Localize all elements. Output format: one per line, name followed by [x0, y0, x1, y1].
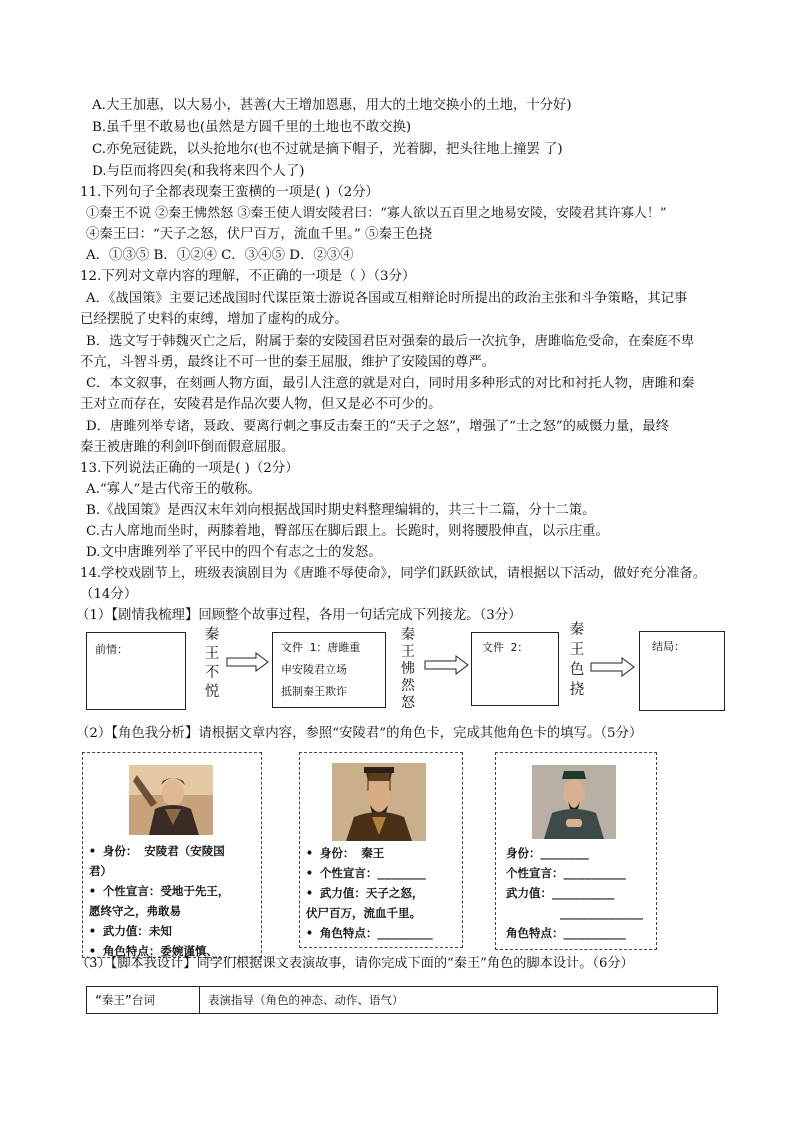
card3-force-cont: ____________	[560, 906, 644, 920]
card3-force: 武力值：_________	[506, 886, 615, 900]
card3-identity: 身份：_______	[506, 846, 589, 860]
flow-box-prelude-label: 前情：	[95, 643, 128, 656]
flow-box-part1-label: 文件 1：唐雎重 申安陵君立场 抵制秦王欺诈	[281, 641, 361, 698]
flow-label-3: 秦王色挠	[569, 622, 585, 698]
q14-part3: （3）【脚本我设计】同学们根据课文表演故事，请你完成下面的“秦王”角色的脚本设计。（6分）	[76, 956, 634, 971]
q14-stem: 14.学校戏剧节上，班级表演剧目为《唐雎不辱使命》，同学们跃跃欲试，请根据以下活动，做好充分准备。	[80, 566, 707, 581]
flow-box-part2-label: 文件 2：	[482, 641, 529, 654]
flow-box-ending	[639, 631, 725, 711]
q13-stem: 13.下列说法正确的一项是( )（2分）	[80, 461, 299, 476]
flow-label-1: 秦王不悦	[204, 627, 220, 700]
q12-c2: 王对立而存在，安陵君是作品次要人物，但又是必不可少的。	[80, 397, 442, 412]
arrow-icon	[226, 652, 270, 672]
option-10-d: D.与臣而将四矣(和我将来四个人了)	[92, 164, 305, 179]
q12-d1: D．唐雎列举专诸，聂政、要离行刺之事反击秦王的“天子之怒”，增强了“士之怒”的威慑力量，最终	[86, 419, 670, 434]
arrow-icon	[590, 657, 636, 677]
card2-motto: • 个性宣言：_______	[306, 866, 426, 880]
q13-c: C.古人席地而坐时，两膝着地，臀部压在脚后跟上。长跪时，则将腰股伸直，以示庄重。	[86, 524, 609, 539]
role-card-tangju	[495, 752, 657, 950]
card2-trait: • 角色特点：________	[306, 926, 433, 940]
q14-part1: （1）【剧情我梳理】回顾整个故事过程，各用一句话完成下列接龙。（3分）	[76, 608, 522, 623]
q11-line2: ④秦王曰：“天子之怒，伏尸百万，流血千里。” ⑤秦王色挠	[86, 227, 433, 242]
q12-b2: 不亢，斗智斗勇，最终让不可一世的秦王屈服，维护了安陵国的尊严。	[80, 355, 496, 370]
flow-box-part1	[272, 632, 386, 708]
q11-options: A．①③⑤ B．①②④ C．③④⑤ D．②③④	[86, 248, 354, 263]
option-10-a: A.大王加惠，以大易小，甚善(大王增加恩惠，用大的土地交换小的土地，十分好)	[92, 98, 572, 113]
flow-box-ending-label: 结局：	[652, 640, 685, 653]
card3-motto: 个性宣言：_________	[506, 866, 626, 880]
q12-c1: C．本文叙事，在刻画人物方面，最引人注意的就是对白，同时用多种形式的对比和衬托人物，唐雎和秦	[86, 376, 695, 391]
arrow-icon	[424, 655, 470, 675]
card2-identity: • 身份： 秦王	[306, 846, 385, 860]
card2-force-cont: 伏尸百万，流血千里。	[306, 906, 421, 920]
q12-a1: A．《战国策》主要记述战国时代谋臣策士游说各国或互相辩论时所提出的政治主张和斗争策略，其记事	[86, 291, 688, 306]
tangju-portrait	[532, 765, 616, 839]
option-10-b: B.虽千里不敢易也(虽然是方圆千里的土地也不敢交换)	[92, 120, 412, 135]
q12-b1: B．选文写于韩魏灭亡之后，附属于秦的安陵国君臣对强秦的最后一次抗争，唐雎临危受命，在秦庭不卑	[86, 334, 695, 349]
card1-motto: • 个性宣言：受地于先王，	[89, 884, 230, 898]
script-table	[86, 986, 718, 1014]
q12-d2: 秦王被唐雎的利剑吓倒而假意屈服。	[80, 440, 295, 455]
card1-identity: • 身份： 安陵君（安陵国	[89, 844, 225, 858]
q11-stem: 11.下列句子全都表现秦王蛮横的一项是( )（2分）	[80, 185, 379, 200]
q13-b: B.《战国策》是西汉末年刘向根据战国时期史料整理编辑的，共三十二篇，分十二策。	[86, 503, 596, 518]
card1-force: • 武力值：未知	[89, 924, 172, 938]
q14-part2: （2）【角色我分析】请根据文章内容，参照“安陵君”的角色卡，完成其他角色卡的填写。（5分）	[76, 726, 643, 741]
flow-label-2: 秦王怫然怒	[401, 627, 415, 711]
flow-box-part2	[471, 632, 559, 706]
role-card-anlingjun	[82, 752, 262, 958]
q12-a2: 已经摆脱了史料的束缚，增加了虚构的成分。	[80, 312, 348, 327]
anlingjun-portrait	[129, 765, 213, 835]
q13-d: D.文中唐雎列举了平民中的四个有志之士的发怒。	[86, 545, 382, 560]
q11-line1: ①秦王不说 ②秦王怫然怒 ③秦王使人谓安陵君曰：“寡人欲以五百里之地易安陵，安陵君其许寡人！”	[86, 206, 667, 221]
flow-box-prelude	[86, 632, 186, 710]
role-card-qinwang	[299, 752, 463, 948]
card1-identity-cont: 君）	[89, 864, 112, 878]
script-col-direction: 表演指导（角色的神态、动作、语气）	[200, 987, 718, 1014]
card3-trait: 角色特点：_________	[506, 926, 626, 940]
card1-motto-cont: 愿终守之，弗敢易	[89, 904, 181, 918]
card1-trait: • 角色特点：委婉谨慎、	[89, 944, 218, 958]
script-col-lines: “秦王”台词	[87, 987, 200, 1014]
q14-points: （14分）	[80, 587, 138, 602]
q13-a: A.“寡人”是古代帝王的敬称。	[86, 482, 261, 497]
q12-stem: 12.下列对文章内容的理解，不正确的一项是（ ）（3分）	[80, 269, 416, 284]
qinwang-portrait	[332, 763, 426, 841]
card2-force: • 武力值：天子之怒，	[306, 886, 424, 900]
option-10-c: C.亦免冠徒跣，以头抢地尔(也不过就是摘下帽子，光着脚，把头往地上撞罢 了)	[92, 142, 563, 157]
